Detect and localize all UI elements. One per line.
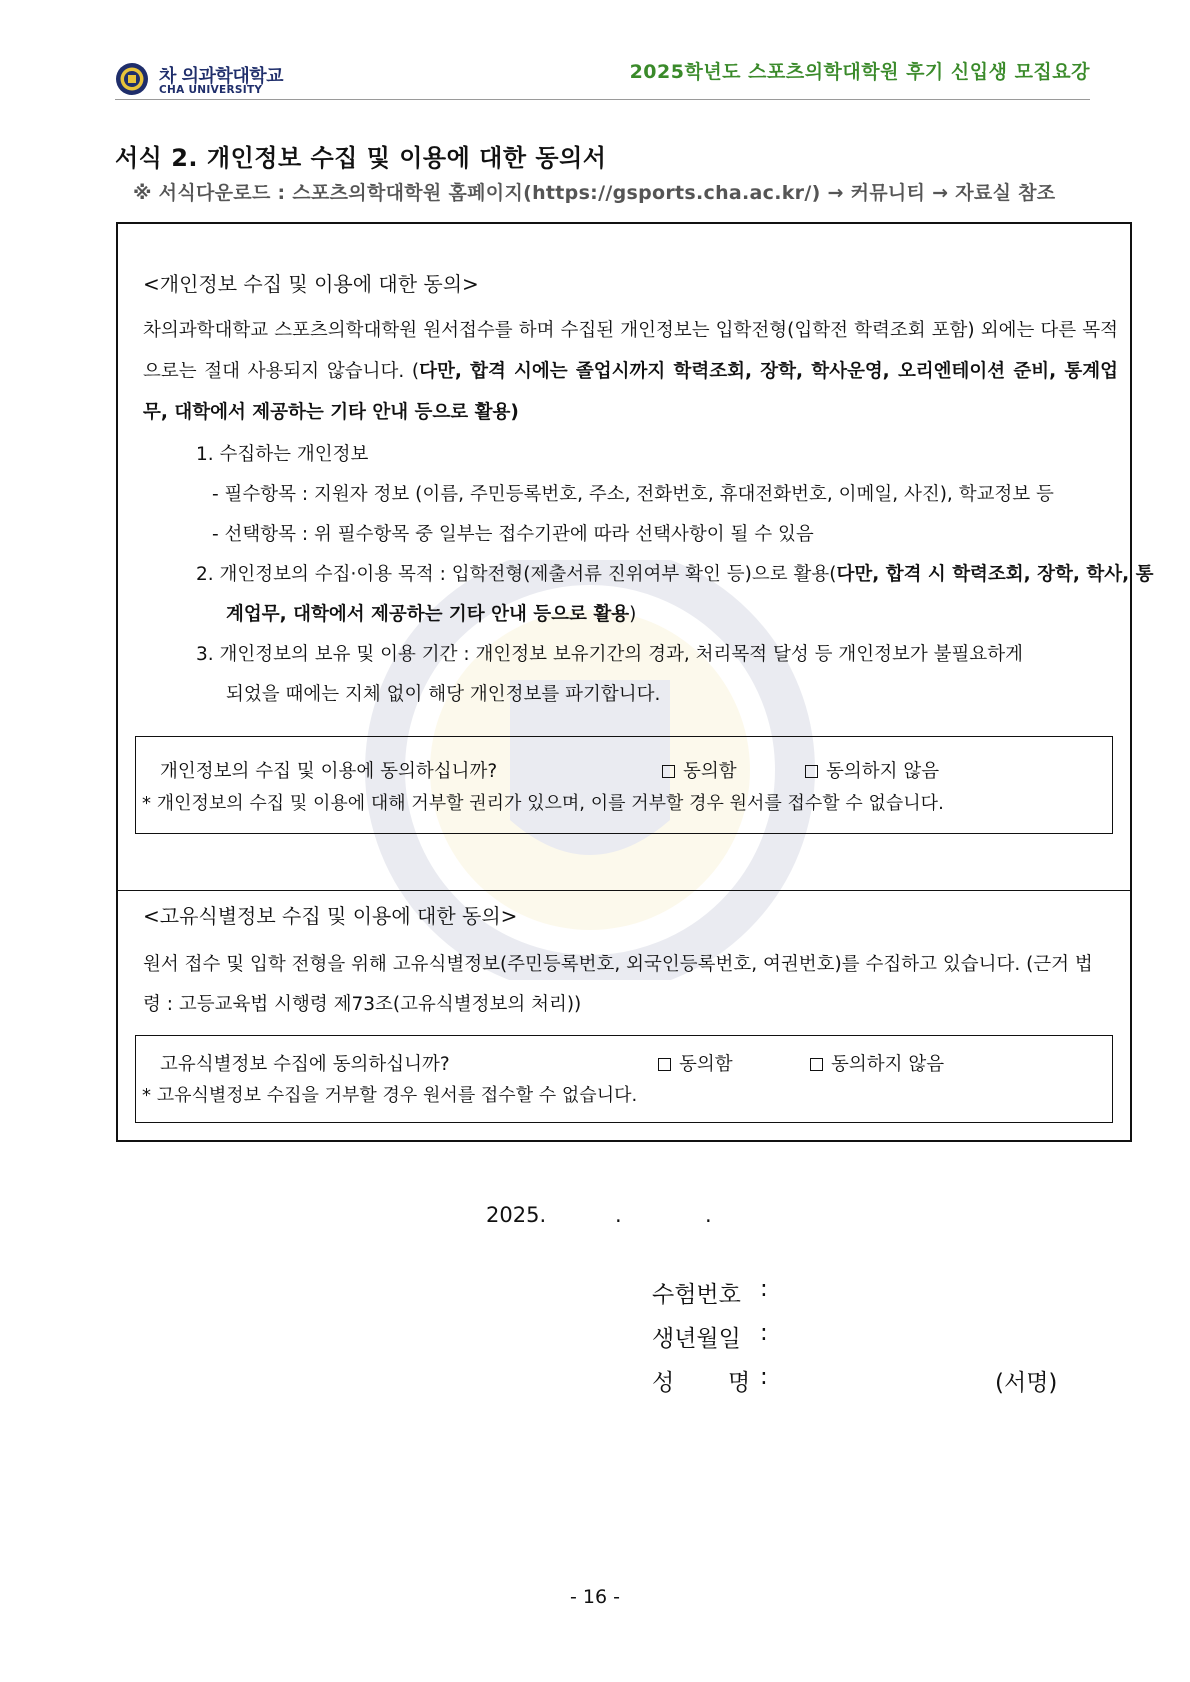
exam-number-field[interactable]: [790, 1274, 990, 1304]
item1-optional: - 선택항목 : 위 필수항목 중 일부는 접수기관에 따라 선택사항이 될 수 있음: [212, 524, 814, 545]
disagree-label: 동의하지 않음: [831, 1054, 945, 1075]
item2-line2: [226, 600, 636, 626]
unique-id-consent-box: [135, 1035, 1113, 1123]
item2-bold-2: 계업무, 대학에서 제공하는 기타 안내 등으로 활용: [226, 604, 630, 625]
form-title: 서식 2. 개인정보 수집 및 이용에 대한 동의서: [115, 144, 607, 172]
item2-text: 2. 개인정보의 수집·이용 목적 : 입학전형(제출서류 진위여부 확인 등)으로 활용(: [196, 564, 837, 585]
name-field[interactable]: [790, 1362, 980, 1392]
item2-line1: [196, 560, 1153, 586]
item3-line2: 되었을 때에는 지체 없이 해당 개인정보를 파기합니다.: [226, 684, 661, 705]
date-year: 2025.: [486, 1203, 547, 1227]
date-month-separator: .: [615, 1203, 622, 1227]
birth-date-label: 생년월일: [652, 1326, 741, 1352]
university-seal-icon: [115, 62, 149, 96]
logo-korean-text: 차 의과학대학교: [159, 66, 283, 87]
agree-checkbox[interactable]: [658, 1058, 671, 1071]
unique-id-agree-option[interactable]: [658, 1050, 733, 1076]
item2-bold-1: 다만, 합격 시 학력조회, 장학, 학사, 통: [836, 564, 1154, 585]
form-download-note: ※ 서식다운로드 : 스포츠의학대학원 홈페이지(https://gsports.cha.ac.kr/) → 커뮤니티 → 자료실 참조: [133, 182, 1056, 204]
section-divider: [117, 890, 1131, 891]
section2-paragraph-line2: 령 : 고등교육법 시행령 제73조(고유식별정보의 처리)): [143, 994, 582, 1015]
disagree-checkbox[interactable]: [810, 1058, 823, 1071]
personal-info-consent-question: 개인정보의 수집 및 이용에 동의하십니까?: [160, 761, 498, 782]
exam-number-label: 수험번호: [652, 1282, 741, 1308]
birth-date-colon: :: [760, 1320, 768, 1346]
agree-label: 동의함: [679, 1054, 733, 1075]
item2-close: ): [629, 604, 637, 625]
item1-title: 1. 수집하는 개인정보: [196, 444, 369, 465]
signature-mark: (서명): [995, 1370, 1058, 1396]
section1-paragraph: [143, 310, 1118, 433]
name-label-second: 명: [728, 1370, 751, 1396]
section2-paragraph-line1: 원서 접수 및 입학 전형을 위해 고유식별정보(주민등록번호, 외국인등록번호, 여권번호)를 수집하고 있습니다. (근거 법: [143, 954, 1093, 975]
header-title: 2025학년도 스포츠의학대학원 후기 신입생 모집요강: [629, 61, 1090, 83]
unique-id-consent-question: 고유식별정보 수집에 동의하십니까?: [160, 1054, 450, 1075]
agree-checkbox[interactable]: [662, 765, 675, 778]
disagree-checkbox[interactable]: [805, 765, 818, 778]
name-label-first: 성: [652, 1370, 675, 1396]
name-colon: :: [760, 1364, 768, 1390]
agree-label: 동의함: [683, 761, 737, 782]
page-number: - 16 -: [570, 1586, 620, 1608]
birth-date-field[interactable]: [790, 1318, 990, 1348]
item3-line1: 3. 개인정보의 보유 및 이용 기간 : 개인정보 보유기간의 경과, 처리목적 달성 등 개인정보가 불필요하게: [196, 644, 1023, 665]
personal-info-agree-option[interactable]: [662, 757, 737, 783]
section1-paragraph-bold: 다만, 합격 시에는 졸업시까지 학력조회, 장학, 학사운영, 오리엔테이션 준비, 통계업무, 대학에서 제공하는 기타 안내 등으로 활용): [143, 361, 1118, 423]
exam-number-colon: :: [760, 1276, 768, 1302]
disagree-label: 동의하지 않음: [826, 761, 940, 782]
personal-info-consent-note: * 개인정보의 수집 및 이용에 대해 거부할 권리가 있으며, 이를 거부할 경우 원서를 접수할 수 없습니다.: [142, 793, 944, 814]
section2-heading: <고유식별정보 수집 및 이용에 대한 동의>: [143, 904, 518, 928]
personal-info-disagree-option[interactable]: [805, 757, 939, 783]
university-logo: [115, 62, 315, 102]
date-day-separator: .: [705, 1203, 712, 1227]
logo-english-text: CHA UNIVERSITY: [159, 84, 263, 96]
item1-required: - 필수항목 : 지원자 정보 (이름, 주민등록번호, 주소, 전화번호, 휴대전화번호, 이메일, 사진), 학교정보 등: [212, 484, 1054, 505]
unique-id-consent-note: * 고유식별정보 수집을 거부할 경우 원서를 접수할 수 없습니다.: [142, 1085, 638, 1106]
header-divider: [115, 99, 1090, 100]
section1-heading: <개인정보 수집 및 이용에 대한 동의>: [143, 272, 479, 296]
unique-id-disagree-option[interactable]: [810, 1050, 944, 1076]
section1-paragraph-text: 차의과학대학교 스포츠의학대학원 원서접수를 하며 수집된 개인정보는 입학전형(입학전 학력조회 포함) 외에는 다른 목적으로는 절대 사용되지 않습니다. (: [143, 320, 1118, 382]
personal-info-consent-box: [135, 736, 1113, 834]
